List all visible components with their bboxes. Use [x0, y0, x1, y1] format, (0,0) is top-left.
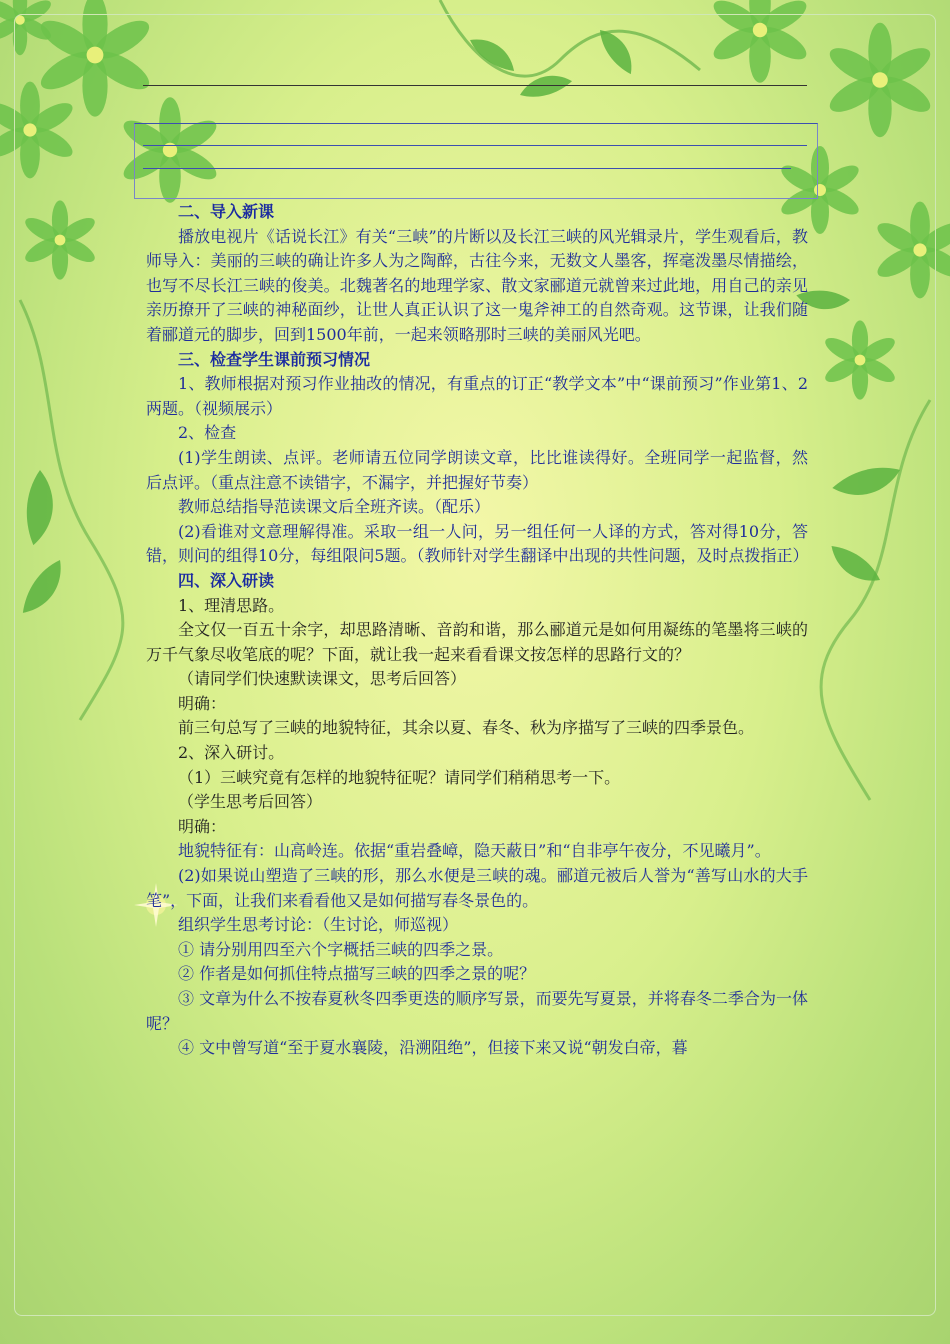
writing-line: [143, 85, 807, 86]
paragraph: 全文仅一百五十余字，却思路清晰、音韵和谐，那么郦道元是如何用凝练的笔墨将三峡的万千气象尽收笔底的呢？下面，就让我一起来看看课文按怎样的思路行文的？: [146, 620, 808, 664]
paragraph: 1、理清思路。: [178, 595, 285, 615]
paragraph: （学生思考后回答）: [178, 792, 323, 812]
section-heading: 四、深入研读: [178, 570, 275, 590]
paragraph: 2、深入研讨。: [178, 743, 285, 763]
paragraph: （1）三峡究竟有怎样的地貌特征呢？请同学们稍稍思考一下。: [178, 767, 621, 787]
lesson-body: [146, 200, 808, 1061]
writing-line: [143, 168, 791, 169]
section-heading: 二、导入新课: [178, 202, 275, 221]
paragraph: (2)如果说山塑造了三峡的形，那么水便是三峡的魂。郦道元被后人誉为“善写山水的大手笔”，下面，让我们来看看他又是如何描写春冬景色的。: [146, 866, 808, 910]
paragraph: ③ 文章为什么不按春夏秋冬四季更迭的顺序写景，而要先写夏景，并将春冬二季合为一体呢？: [146, 989, 808, 1033]
paragraph: ④ 文中曾写道“至于夏水襄陵，沿溯阻绝”，但接下来又说“朝发白帝，暮: [178, 1038, 688, 1058]
paragraph: ② 作者是如何抓住特点描写三峡的四季之景的呢？: [178, 964, 536, 984]
paragraph: 组织学生思考讨论：（生讨论，师巡视）: [178, 915, 459, 935]
section-heading: 三、检查学生课前预习情况: [178, 349, 371, 369]
paragraph: 明确：: [178, 693, 227, 713]
paragraph: 1、教师根据对预习作业抽改的情况，有重点的订正“教学文本”中“课前预习”作业第1、2两题。（视频展示）: [146, 374, 808, 418]
writing-line: [143, 145, 807, 146]
paragraph: 地貌特征有：山高岭连。依据“重岩叠嶂，隐天蔽日”和“自非亭午夜分，不见曦月”。: [178, 841, 771, 861]
paragraph: ① 请分别用四至六个字概括三峡的四季之景。: [178, 939, 504, 959]
paragraph: 前三句总写了三峡的地貌特征，其余以夏、春冬、秋为序描写了三峡的四季景色。: [178, 718, 755, 738]
paragraph: (2)看谁对文意理解得准。采取一组一人问，另一组任何一人译的方式，答对得10分，答错，则问的组得10分，每组限问5题。（教师针对学生翻译中出现的共性问题，及时点拨指正）: [146, 521, 809, 566]
paragraph: 播放电视片《话说长江》有关“三峡”的片断以及长江三峡的风光辑录片，学生观看后，教师导入：美丽的三峡的确让许多人为之陶醉，古往今来，无数文人墨客，挥毫泼墨尽情描绘，也写不尽长江三峡的俊美。北魏著名的地理学家、散文家郦道元就曾来过此地，用自己的亲见亲历撩开了三峡的神秘面纱，让世人真正认识了这一鬼斧神工的自然奇观。这节课，让我们随着郦道元的脚步，回到1500年前，一起来领略那时三峡的美丽风光吧。: [146, 226, 808, 344]
answer-box: [134, 123, 818, 199]
paragraph: 明确：: [178, 816, 227, 836]
paragraph: 2、检查: [178, 423, 237, 443]
paragraph: (1)学生朗读、点评。老师请五位同学朗读文章，比比谁读得好。全班同学一起监督，然后点评。（重点注意不读错字，不漏字，并把握好节奏）: [146, 447, 808, 492]
paragraph: （请同学们快速默读课文，思考后回答）: [178, 669, 467, 689]
paragraph: 教师总结指导范读课文后全班齐读。（配乐）: [178, 497, 491, 517]
